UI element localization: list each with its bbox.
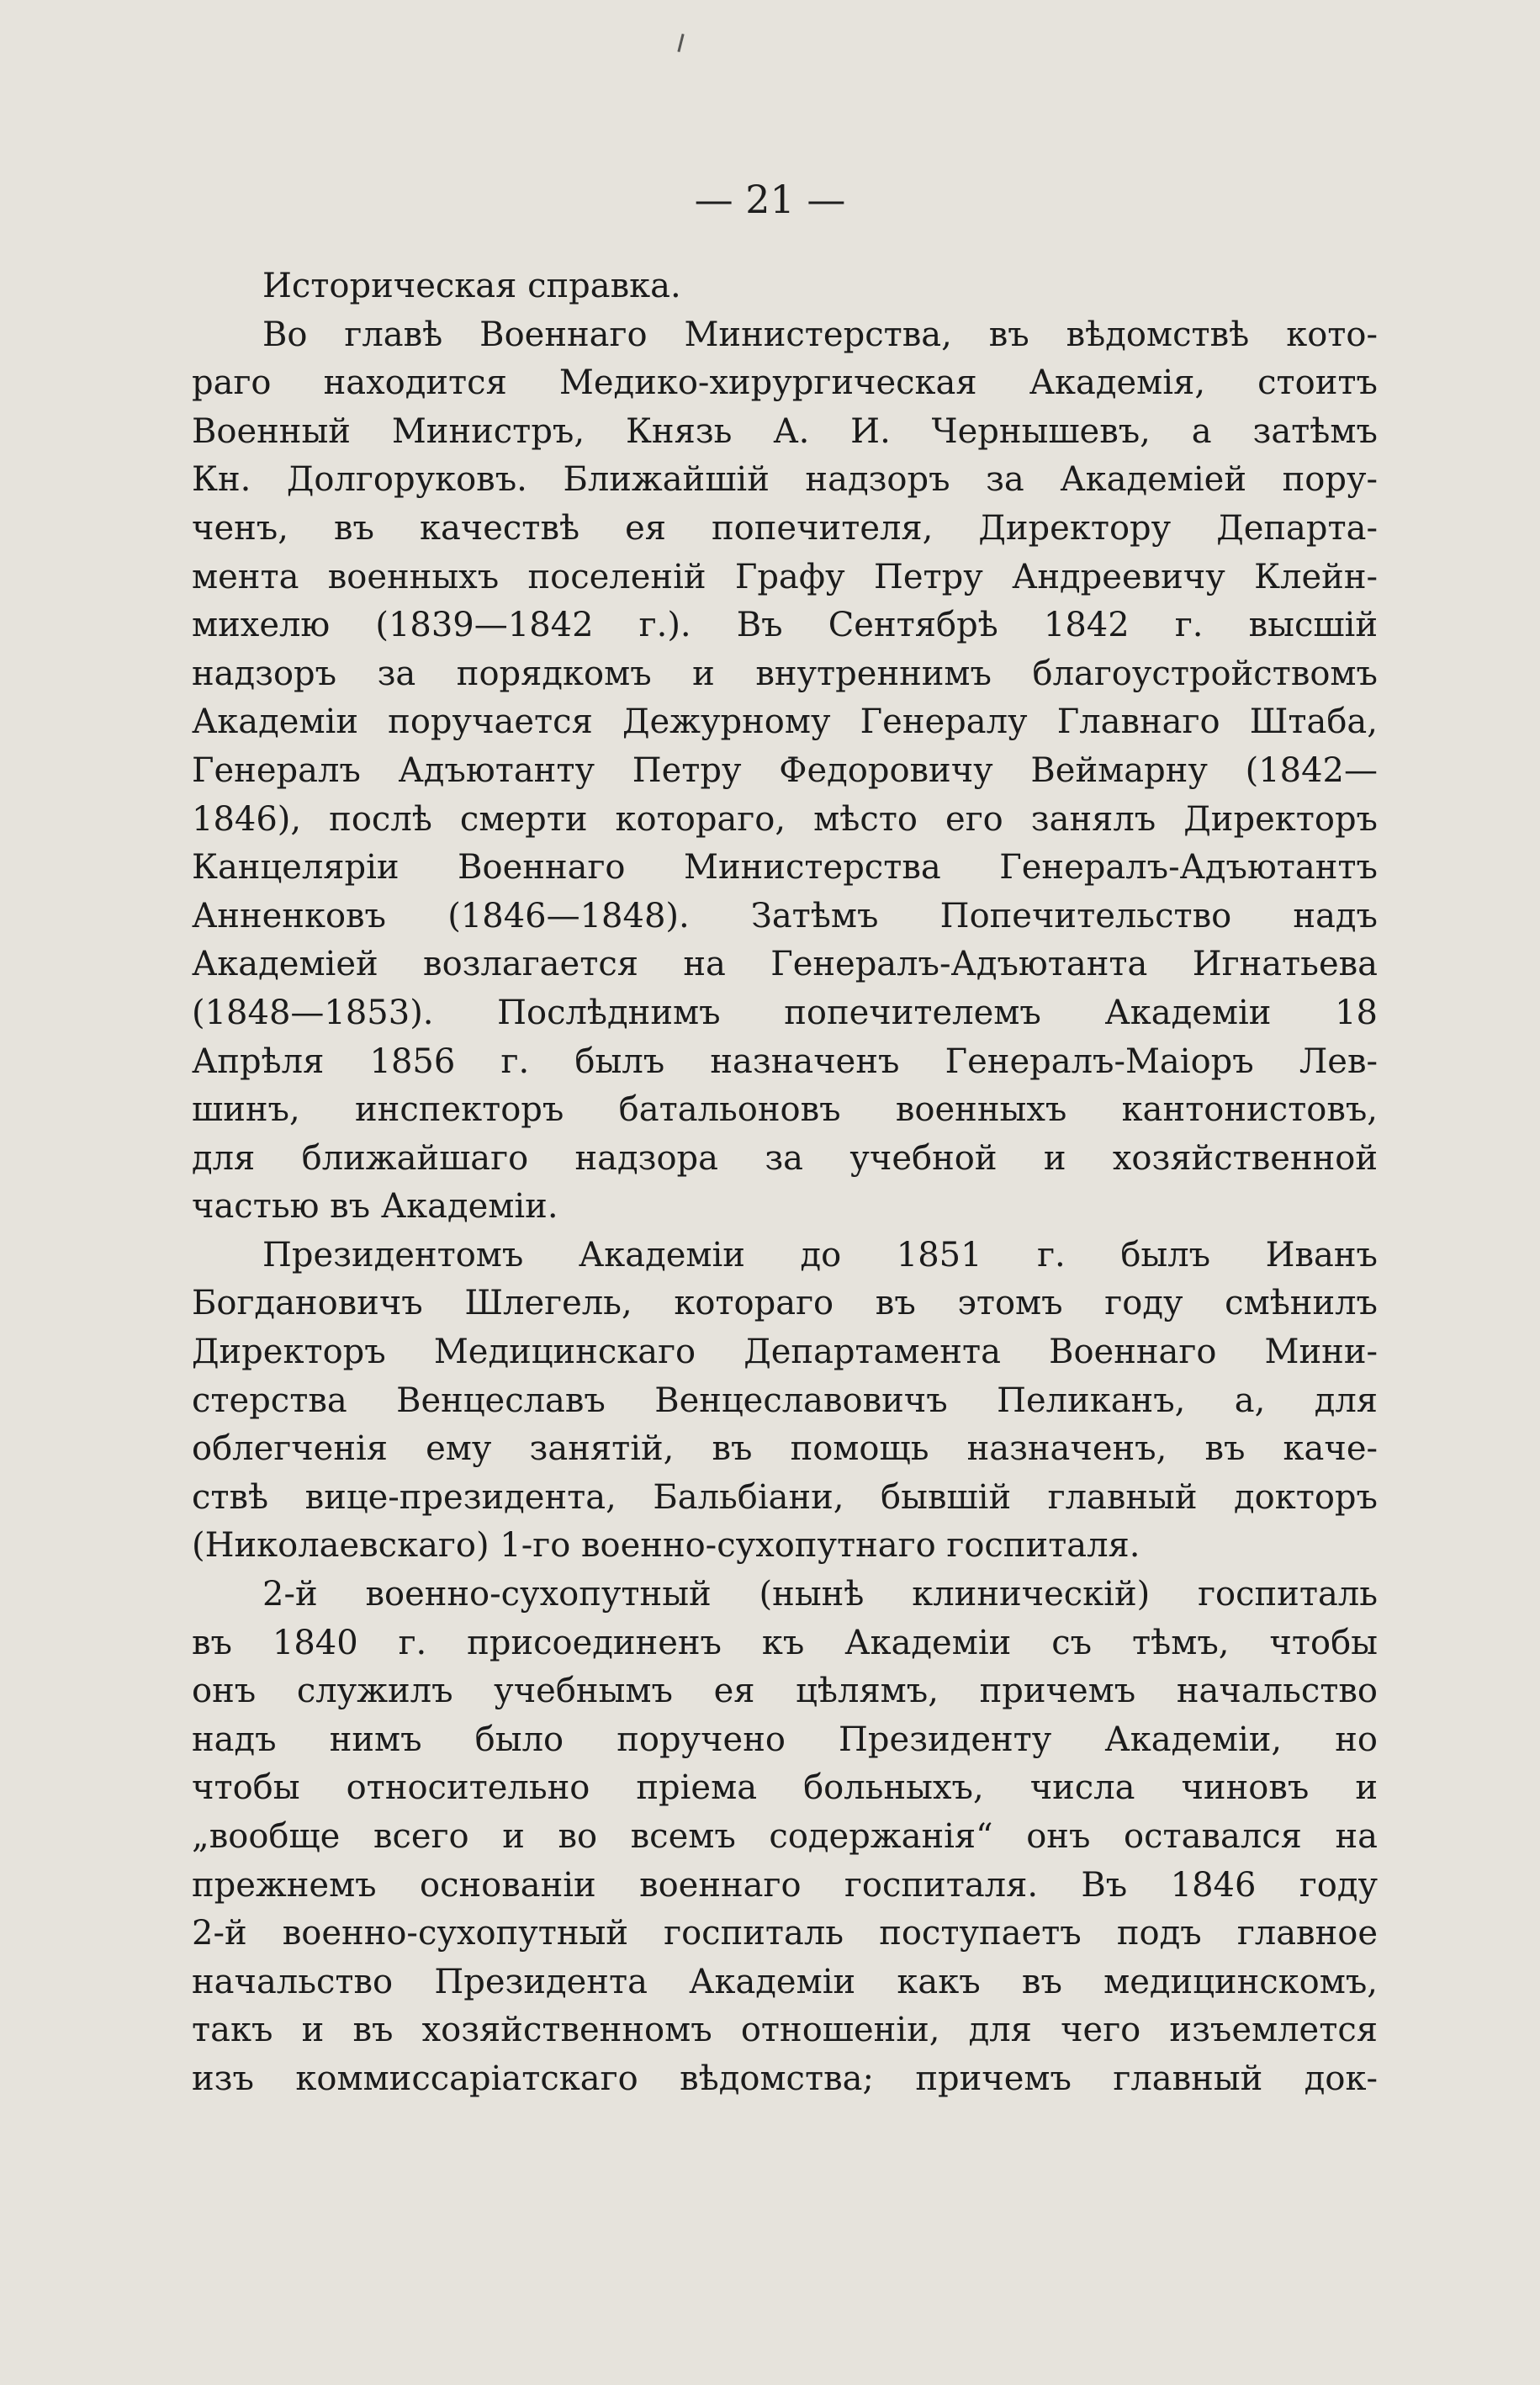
text-line: (1848—1853). Послѣднимъ попечителемъ Академіи 18 [192,993,1378,1032]
text-line: стерства Венцеславъ Венцеславовичъ Пеликанъ, а, для [192,1381,1378,1420]
text-line: такъ и въ хозяйственномъ отношеніи, для чего изъемлется [192,2011,1378,2050]
text-line: Анненковъ (1846—1848). Затѣмъ Попечительство надъ [192,896,1378,935]
text-line: (Николаевскаго) 1-го военно-сухопутнаго госпиталя. [192,1526,1140,1566]
text-line: чтобы относительно пріема больныхъ, числа чиновъ и [192,1768,1378,1808]
text-line: въ 1840 г. присоединенъ къ Академіи съ тѣмъ, чтобы [192,1623,1378,1662]
text-line: Военный Министръ, Князь А. И. Чернышевъ, а затѣмъ [192,411,1378,451]
text-line: раго находится Медико-хирургическая Академія, стоитъ [192,363,1378,403]
text-line: „вообще всего и во всемъ содержанія“ онъ оставался на [192,1817,1378,1856]
text-line: Апрѣля 1856 г. былъ назначенъ Генералъ-Маіоръ Лев- [192,1041,1378,1081]
text-line: Академіей возлагается на Генералъ-Адъютанта Игнатьева [192,945,1378,984]
text-line: Академіи поручается Дежурному Генералу Главнаго Штаба, [192,702,1378,742]
body-text [192,262,1378,2104]
text-line: 1846), послѣ смерти котораго, мѣсто его занялъ Директоръ [192,799,1378,839]
page-number: — 21 — [694,177,846,222]
text-line: Кн. Долгоруковъ. Ближайшій надзоръ за Академіей пору- [192,460,1378,500]
text-line: шинъ, инспекторъ батальоновъ военныхъ кантонистовъ, [192,1090,1378,1130]
text-line: михелю (1839—1842 г.). Въ Сентябрѣ 1842 г. высшій [192,606,1378,645]
text-line: прежнемъ основаніи военнаго госпиталя. Въ 1846 году [192,1865,1378,1905]
text-line: Канцеляріи Военнаго Министерства Генералъ-Адъютантъ [192,848,1378,888]
text-line: Богдановичъ Шлегель, котораго въ этомъ году смѣнилъ [192,1284,1378,1323]
text-line: для ближайшаго надзора за учебной и хозяйственной [192,1138,1378,1178]
text-line: надзоръ за порядкомъ и внутреннимъ благоустройствомъ [192,654,1378,693]
text-line: частью въ Академіи. [192,1187,558,1227]
ink-speck [677,34,684,52]
text-line: начальство Президента Академіи какъ въ медицинскомъ, [192,1962,1378,2001]
text-line: Историческая справка. [262,267,681,305]
text-line: Президентомъ Академіи до 1851 г. былъ Иванъ [262,1235,1378,1275]
text-line: ствѣ вице-президента, Бальбіани, бывшій главный докторъ [192,1477,1378,1517]
text-line: облегченія ему занятій, въ помощь назначенъ, въ каче- [192,1429,1378,1469]
text-line: мента военныхъ поселеній Графу Петру Андреевичу Клейн- [192,557,1378,596]
text-line: 2-й военно-сухопутный госпиталь поступаетъ подъ главное [192,1914,1378,1953]
text-line: ченъ, въ качествѣ ея попечителя, Директору Департа- [192,508,1378,548]
text-line: изъ коммиссаріатскаго вѣдомства; причемъ главный док- [192,2059,1378,2098]
text-line: 2-й военно-сухопутный (нынѣ клиническій) госпиталь [262,1575,1378,1614]
text-line: Директоръ Медицинскаго Департамента Военнаго Мини- [192,1333,1378,1372]
text-line: онъ служилъ учебнымъ ея цѣлямъ, причемъ начальство [192,1672,1378,1711]
text-line: Во главѣ Военнаго Министерства, въ вѣдомствѣ кото- [262,315,1378,354]
text-line: Генералъ Адъютанту Петру Федоровичу Веймарну (1842— [192,750,1378,790]
text-line: надъ нимъ было поручено Президенту Академіи, но [192,1720,1378,1759]
